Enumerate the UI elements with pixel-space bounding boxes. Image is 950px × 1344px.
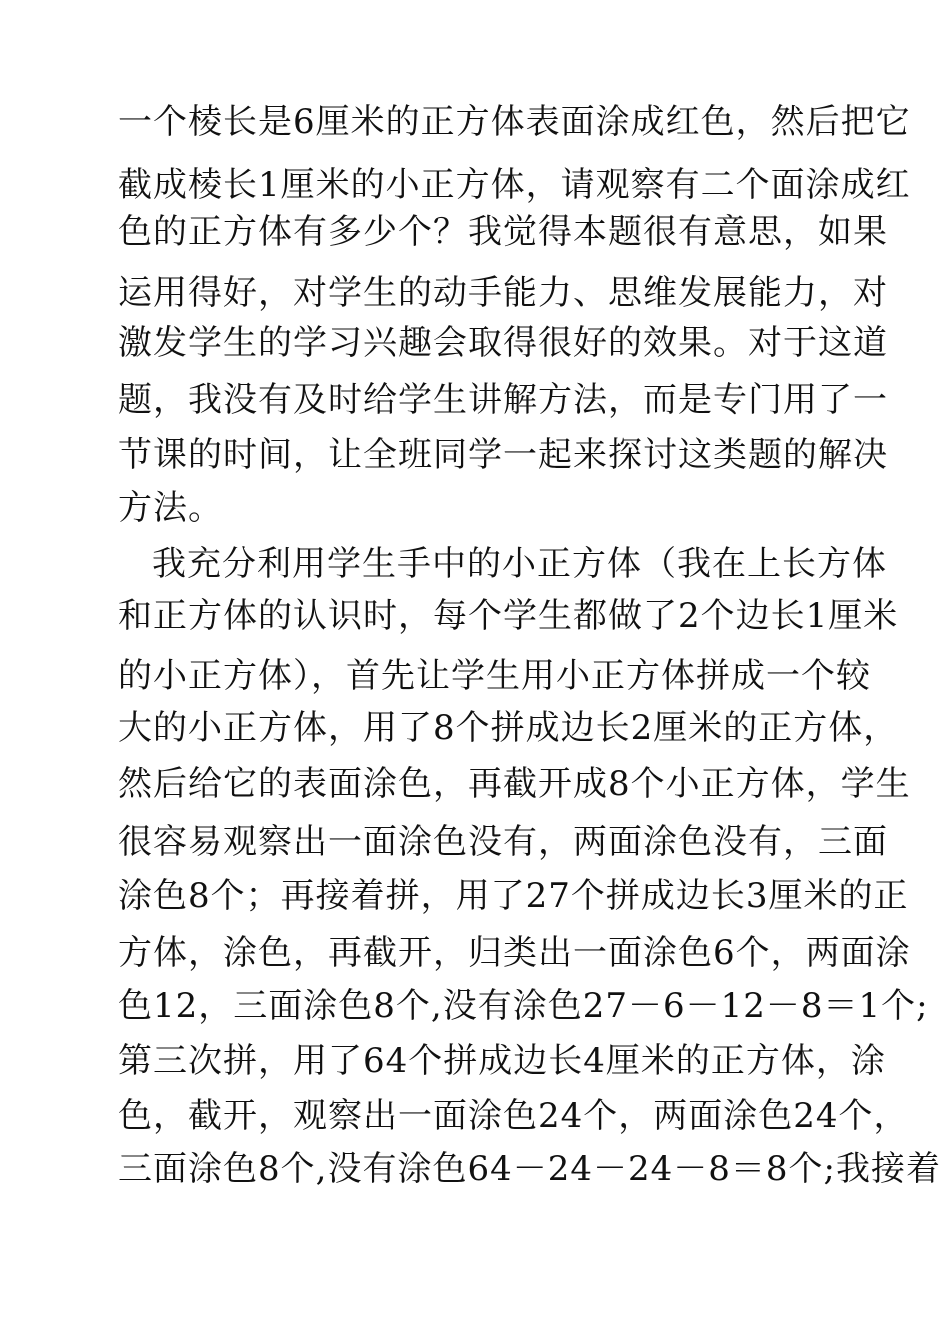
paragraph-line: 第三次拼，用了64个拼成边长4厘米的正方体，涂 xyxy=(118,1041,886,1081)
paragraph-line: 的小正方体），首先让学生用小正方体拼成一个较 xyxy=(118,656,871,696)
paragraph-line: 很容易观察出一面涂色没有，两面涂色没有，三面 xyxy=(118,822,888,862)
paragraph-line: 色，截开，观察出一面涂色24个，两面涂色24个， xyxy=(118,1096,909,1136)
paragraph-line: 然后给它的表面涂色，再截开成8个小正方体，学生 xyxy=(118,764,911,804)
paragraph-line: 涂色8个；再接着拼，用了27个拼成边长3厘米的正 xyxy=(118,876,909,916)
paragraph-line: 激发学生的学习兴趣会取得很好的效果。对于这道 xyxy=(118,323,888,363)
paragraph-line: 三面涂色8个,没有涂色64－24－24－8＝8个;我接着 xyxy=(118,1149,941,1189)
paragraph-line: 题，我没有及时给学生讲解方法，而是专门用了一 xyxy=(118,380,888,420)
paragraph-line: 我充分利用学生手中的小正方体（我在上长方体 xyxy=(152,544,887,584)
paragraph-line: 运用得好，对学生的动手能力、思维发展能力，对 xyxy=(118,273,888,313)
paragraph-line: 方体，涂色，再截开，归类出一面涂色6个，两面涂 xyxy=(118,933,911,973)
paragraph-line: 色12，三面涂色8个,没有涂色27－6－12－8＝1个; xyxy=(118,986,929,1026)
paragraph-line: 一个棱长是6厘米的正方体表面涂成红色，然后把它 xyxy=(118,102,911,142)
paragraph-line: 大的小正方体，用了8个拼成边长2厘米的正方体， xyxy=(118,708,899,748)
paragraph-line: 节课的时间，让全班同学一起来探讨这类题的解决 xyxy=(118,435,888,475)
paragraph-line: 和正方体的认识时，每个学生都做了2个边长1厘米 xyxy=(118,596,899,636)
paragraph-line: 方法。 xyxy=(118,488,223,528)
paragraph-line: 截成棱长1厘米的小正方体，请观察有二个面涂成红 xyxy=(118,165,911,205)
paragraph-line: 色的正方体有多少个？我觉得本题很有意思，如果 xyxy=(118,212,888,252)
